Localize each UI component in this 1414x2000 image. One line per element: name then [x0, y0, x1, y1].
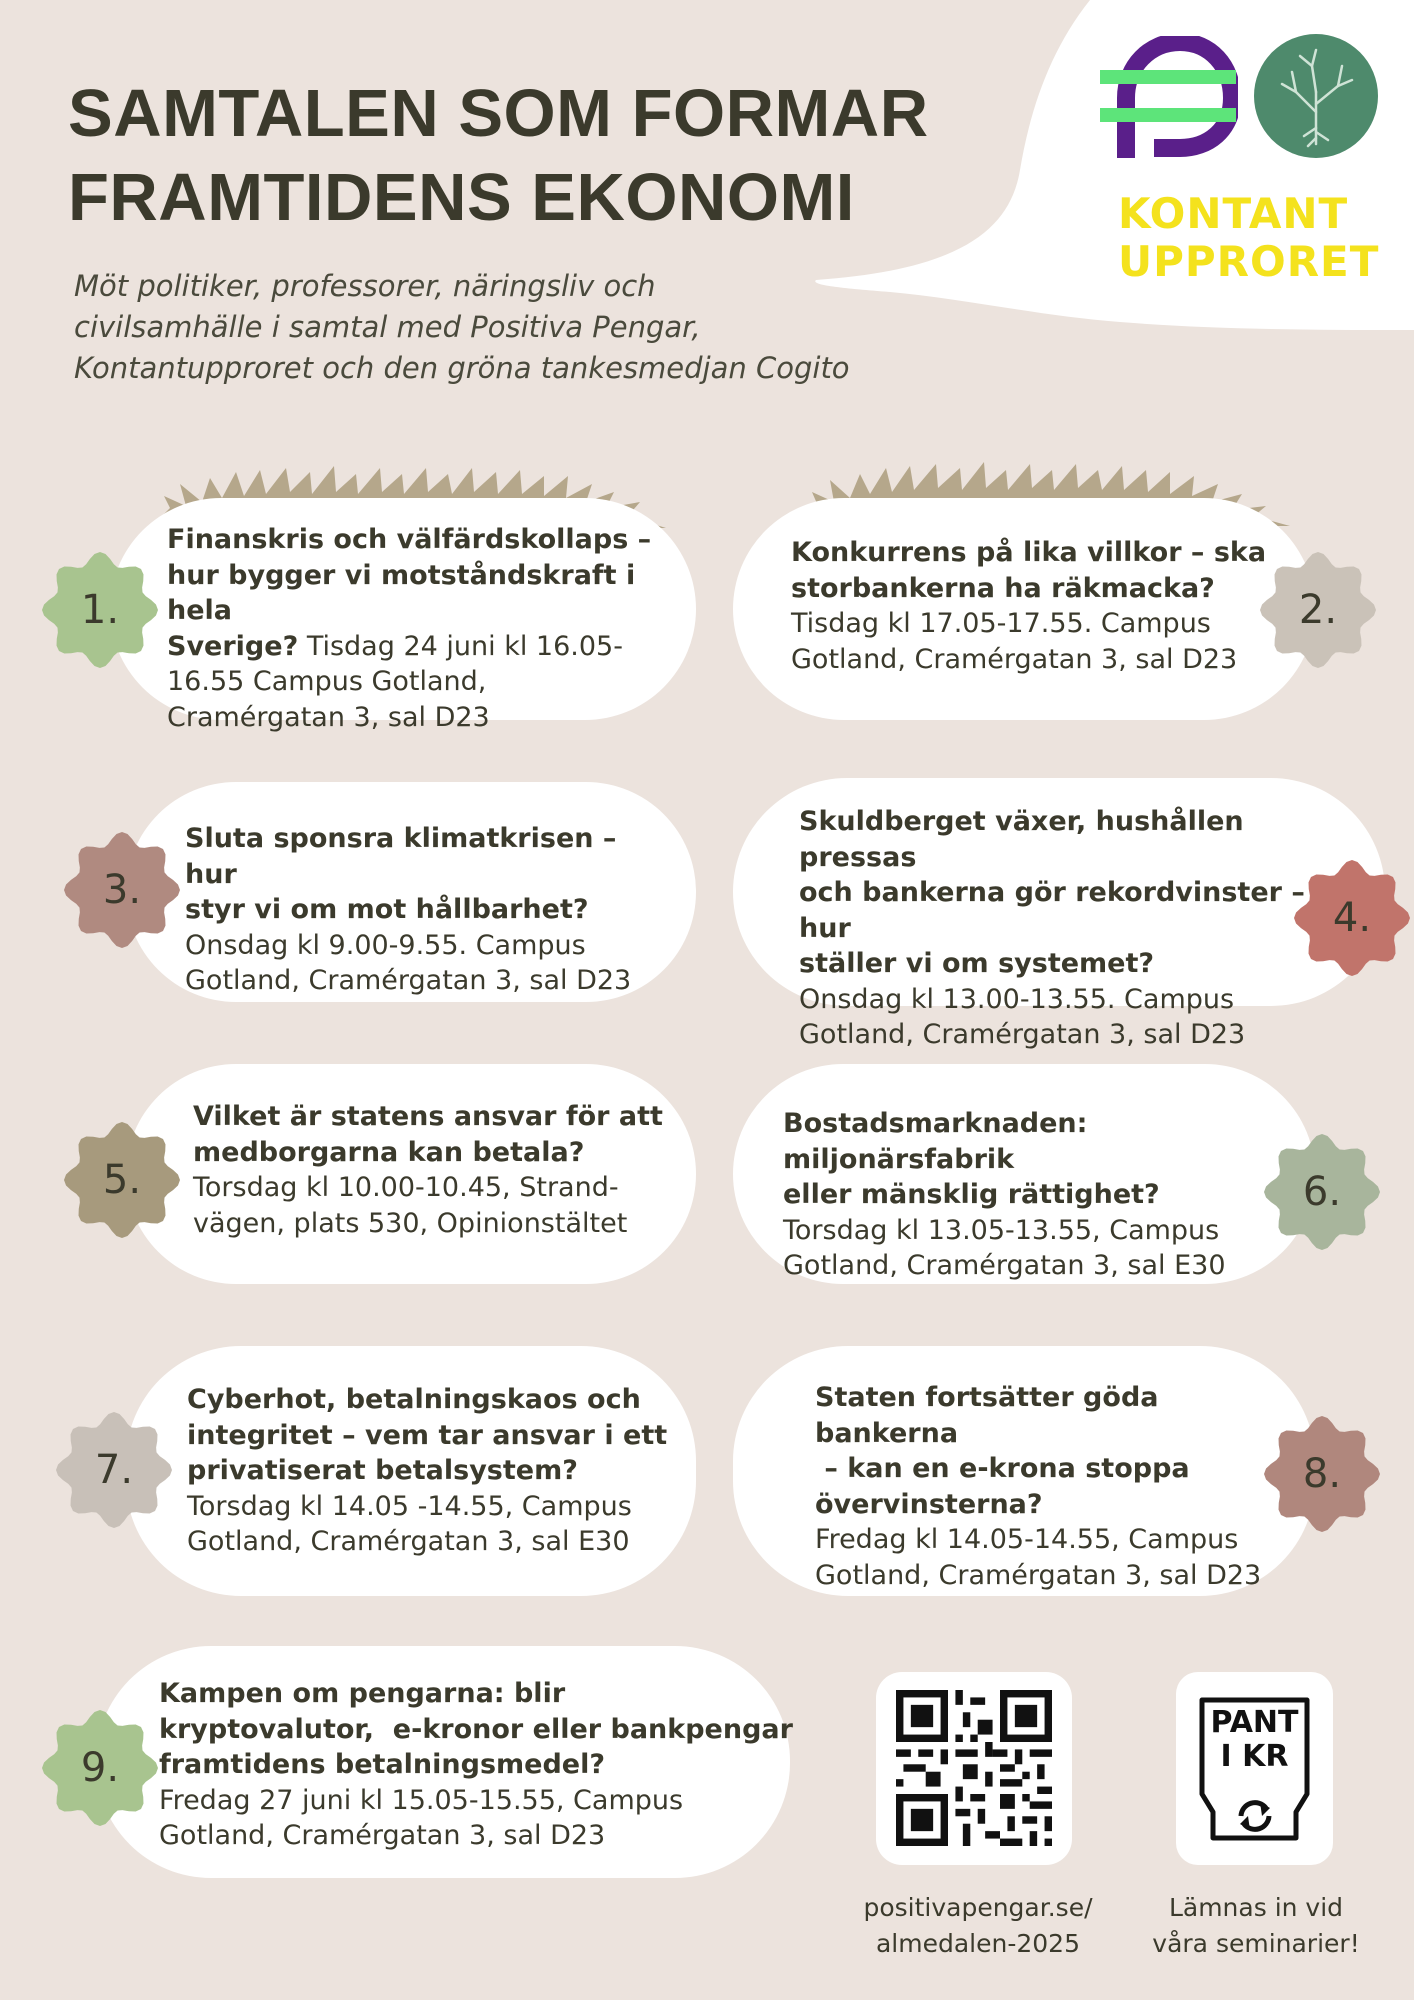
qr-code-card[interactable] — [876, 1672, 1072, 1865]
seminar-badge-9 — [40, 1708, 160, 1828]
title-line: SAMTALEN SOM FORMAR — [68, 76, 929, 151]
seminar-number: 1. — [80, 587, 120, 633]
seminar-badge-3 — [62, 830, 182, 950]
seminar-number: 9. — [80, 1745, 120, 1791]
seminar-number: 8. — [1302, 1451, 1342, 1497]
seminar-badge-2 — [1258, 550, 1378, 670]
pant-label-line: I KR — [1220, 1739, 1289, 1774]
seminar-card-6-text: Bostadsmarknaden: miljonärsfabrik eller mänsklig rättighet? Torsdag kl 13.05-13.55, Campus Gotland, Cramérgatan 3, sal E30 — [783, 1108, 1226, 1281]
seminar-badge-4 — [1292, 858, 1412, 978]
qr-caption-line: almedalen-2025 — [875, 1929, 1080, 1958]
seminar-number: 7. — [94, 1447, 134, 1493]
subtitle-line: Möt politiker, professorer, näringsliv och — [74, 269, 656, 303]
page-title — [68, 72, 929, 240]
subtitle-line: Kontantupproret och den gröna tankesmedjan Cogito — [74, 351, 850, 385]
pant-caption — [1134, 1890, 1378, 1962]
seminar-card-8-text: Staten fortsätter göda bankerna – kan en e-krona stoppa övervinsterna? Fredag kl 14.05-14.55, Campus Gotland, Cramérgatan 3, sal D23 — [815, 1382, 1262, 1591]
pant-label — [1176, 1706, 1333, 1774]
positiva-pengar-logo — [1098, 36, 1238, 164]
seminar-card-1-text: Finanskris och välfärdskollaps – hur bygger vi motståndskraft i hela Sverige? Tisdag 24 juni kl 16.05- 16.55 Campus Gotland, Cramérgatan 3, sal D23 — [167, 524, 652, 733]
seminar-card-9-text: Kampen om pengarna: blir kryptovalutor, e-kronor eller bankpengar framtidens betalningsmedel? Fredag 27 juni kl 15.05-15.55, Campus Gotland, Cramérgatan 3, sal D23 — [159, 1678, 793, 1851]
kontant-logo-line: UPPRORET — [1118, 237, 1380, 286]
pant-caption-line: Lämnas in vid — [1168, 1893, 1344, 1922]
seminar-badge-5 — [62, 1120, 182, 1240]
recycle-icon — [1232, 1796, 1278, 1836]
seminar-badge-1 — [40, 550, 160, 670]
pant-label-line: PANT — [1210, 1705, 1299, 1740]
seminar-badge-6 — [1262, 1132, 1382, 1252]
page-subtitle — [74, 266, 934, 389]
seminar-card-7-text: Cyberhot, betalningskaos och integritet – vem tar ansvar i ett privatiserat betalsystem? Torsdag kl 14.05 -14.55, Campus Gotland, Cramérgatan 3, sal E30 — [187, 1384, 668, 1557]
title-line: FRAMTIDENS EKONOMI — [68, 160, 855, 235]
seminar-number: 4. — [1332, 895, 1372, 941]
qr-code-icon[interactable] — [896, 1690, 1052, 1846]
seminar-card-2-text: Konkurrens på lika villkor – ska storbankerna ha räkmacka? Tisdag kl 17.05-17.55. Campus Gotland, Cramérgatan 3, sal D23 — [791, 537, 1267, 675]
cogito-tree-logo — [1252, 32, 1380, 160]
subtitle-line: civilsamhälle i samtal med Positiva Pengar, — [74, 310, 701, 344]
seminar-number: 6. — [1302, 1169, 1342, 1215]
seminar-card-3-text: Sluta sponsra klimatkrisen – hur styr vi om mot hållbarhet? Onsdag kl 9.00-9.55. Campus Gotland, Cramérgatan 3, sal D23 — [185, 823, 632, 996]
seminar-number: 2. — [1298, 587, 1338, 633]
qr-caption-line: positivapengar.se/ — [863, 1893, 1093, 1922]
kontantupproret-logo — [1118, 190, 1379, 286]
kontant-logo-line: KONTANT — [1118, 189, 1349, 238]
seminar-card-5-text: Vilket är statens ansvar för att medborgarna kan betala? Torsdag kl 10.00-10.45, Strand- vägen, plats 530, Opinionstältet — [193, 1101, 663, 1239]
seminar-badge-8 — [1262, 1414, 1382, 1534]
seminar-number: 5. — [102, 1157, 142, 1203]
seminar-number: 3. — [102, 867, 142, 913]
seminar-badge-7 — [54, 1410, 174, 1530]
qr-caption — [848, 1890, 1108, 1962]
seminar-card-4-text: Skuldberget växer, hushållen pressas och bankerna gör rekordvinster – hur ställer vi om systemet? Onsdag kl 13.00-13.55. Campus Gotland, Cramérgatan 3, sal D23 — [799, 806, 1305, 1050]
pant-card — [1176, 1672, 1333, 1865]
pant-caption-line: våra seminarier! — [1152, 1929, 1360, 1958]
